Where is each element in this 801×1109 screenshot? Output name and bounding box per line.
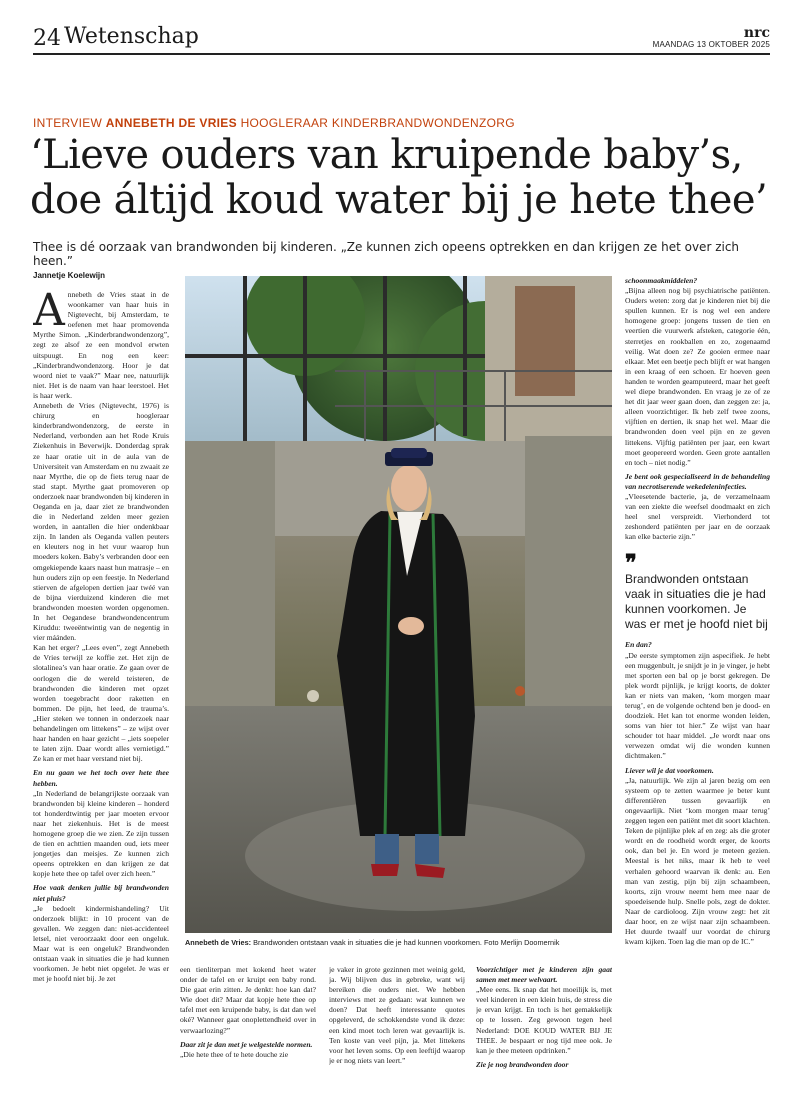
article-paragraph: „Ja, natuurlijk. We zijn al jaren bezig om een systeem op te zetten waarmee je beter kunt differentiëren tussen gevaarlijk en ongevaarlijk. Niet ‘kom morgen maar terug’ zeggen tegen een patiënt met dit soort klachten. Teken de pijnlijke plek af en zeg: als die groter wordt en de roodheid wordt erger, de koorts ook, dan bel je. En word je meteen gezien. Meestal is het niks, maar ik heb te veel verhalen gehoord waarvan ik denk: au. Een man van zestig, pijn bij zijn schaambeen, koorts, zijn vrouw neemt hem mee naar de spoedeisende hulp. Snelle pols, zegt de dokter. Naar de cardioloog. Zijn vrouw zegt: het zit daar hoor, en ze wijst naar zijn schaambeen. Het duurde twaalf uur voordat de chirurg kwam kijken. Toen lag die man op de IC.” bbox=[625, 775, 770, 947]
portrait-photo bbox=[185, 276, 612, 933]
article-paragraph: „Bijna alleen nog bij psychiatrische patiënten. Ouders weten: zorg dat je kinderen niet bij die spullen kunnen. Er is nog wel een andere homogene groep: jongens tussen de tien en veertien die vuurwerk afsteken, categorie één, sterretjes en rookballen en zo, zogenaamd veilig. Wat doen ze? Ze gooien ermee naar elkaar. Met een beetje pech blijft er wat hangen in een kraag of een schoen. Er hoeven geen handen te worden geamputeerd, maar het geeft wel diepe brandwonden. En vraag je ze of ze het dit jaar weer gaan doen, dan zeggen ze: ja, alleen voorzichtiger. Ik heb zelf twee zoons, vijftien en dertien, ik snap het wel. Maar die brandwonden doen veel pijn en ze geven littekens. Vijftig patiënten per jaar, een kwart moet geopereerd worden. Geen grote aantallen en toch – niet nodig.” bbox=[625, 286, 770, 467]
article-paragraph: „De eerste symptomen zijn aspecifiek. Je hebt een muggenbult, je snijdt je in je vinger, je hebt met sporten een bal op je borst gekregen. De plek wordt pijnlijk, je krijgt koorts, de dokter kan er niets van maken, ‘kom morgen maar terug’, en de volgende ochtend ben je dood- en doodziek. Het kan tot enorme wonden leiden, soms van hier tot hier.” Ze wijst van haar schouder tot haar middel. „Je wordt naar ons verwezen omdat wij die wonden kunnen dichtmaken.” bbox=[625, 650, 770, 761]
caption-subject: Annebeth de Vries: bbox=[185, 938, 252, 947]
headline-line-1: ‘Lieve ouders van kruipende baby’s, bbox=[30, 132, 743, 178]
article-paragraph: een tienliterpan met kokend heet water onder de tafel en er kruipt een baby rond. Die gaat erin zitten. Je denkt: hoe kan dat? Wie doet dit? Maar dat kopje hete thee op tafel met een kruipende baby, is dat dan wel oké? Wanneer gaat onoplettendheid over in verwaarlozing?” bbox=[180, 965, 316, 1035]
quote-icon: ❞ bbox=[625, 550, 637, 577]
page-number: 24 bbox=[33, 26, 61, 51]
header-divider bbox=[33, 53, 770, 55]
article-paragraph: „Mee eens. Ik snap dat het moeilijk is, met veel kinderen in een klein huis, de stress die je ervan krijgt. En toch is het gemakkelijk op te lossen. Zeg gewoon tegen heel Nederland: DOE KOUD WATER BIJ JE THEE. Je bespaart er nog tijd mee ook. Je kan je thee meteen opdrinken.” bbox=[476, 985, 612, 1055]
article-column-5 bbox=[625, 276, 770, 1086]
caption-text: Brandwonden ontstaan vaak in situaties die je had kunnen voorkomen. Foto Merlijn Doomernik bbox=[253, 938, 560, 947]
section-title: Wetenschap bbox=[64, 24, 199, 49]
photo-caption bbox=[185, 938, 615, 947]
interview-question: En dan? bbox=[625, 640, 652, 650]
article-paragraph: „In Nederland de belangrijkste oorzaak van brandwonden bij kleine kinderen – honderd tot honderdtwintig per jaar moeten ervoor naar het ziekenhuis. Het is de meest homogene groep die we zien. Ze zijn tussen de tien en achttien maanden oud, iets meer jongetjes dan meisjes. Ze kunnen zich opeens optrekken en dan krijgen ze dat kopje hete thee op tafel over zich heen.” bbox=[33, 788, 169, 879]
article-column-4 bbox=[476, 965, 612, 1085]
interview-question: Hoe vaak denken jullie bij brandwonden niet pluis? bbox=[33, 883, 169, 903]
article-paragraph: „Vleesetende bacterie, ja, de verzamelnaam van een ziekte die weefsel doodmaakt en zich heel snel verspreidt. Vierhonderd tot zeshonderd patiënten per jaar en de oorzaak kan elke bacterie zijn.” bbox=[625, 491, 770, 542]
article-column-2 bbox=[180, 965, 316, 1085]
headline-line-2: doe áltijd koud water bij je hete thee’ bbox=[30, 177, 768, 223]
newspaper-logo: nrc bbox=[743, 25, 770, 41]
interview-question: Liever wil je dat voorkomen. bbox=[625, 765, 714, 775]
article-column-3 bbox=[329, 965, 465, 1085]
headline bbox=[30, 133, 775, 223]
portrait-photo-illustration bbox=[185, 276, 612, 933]
kicker-name: ANNEBETH DE VRIES bbox=[105, 116, 237, 130]
pull-quote bbox=[625, 550, 770, 632]
article-paragraph: je vaker in grote gezinnen met weinig geld, ja. Wij blijven dus in gebreke, want wij bereiken die ouders niet. We hebben interviews met ze gedaan: wat kunnen we doen? Dat heeft interessante quotes opgeleverd, de schokkendste vond ik deze: een kind moet toch leren wat gevaarlijk is. Ten koste van veel pijn, ja. Met littekens voor het leven soms. Op een leeftijd waarop je er nog niets van leert.” bbox=[329, 965, 465, 1065]
article-paragraph: Annebeth de Vries (Nigtevecht, 1976) is chirurg en hoogleraar kinderbrandwondenzorg, de eerste in Nederland, verbonden aan het Rode Kruis Ziekenhuis in Beverwijk. Donderdag sprak ze haar oratie uit in de aula van de Universiteit van Amsterdam en nu zwaait ze naar Myrthe, die op de fiets terug naar de stad stapt. Myrthe gaat promoveren op onderzoek naar brandwonden bij kinderen in Oeganda en ja, daar ziet ze brandwonden die in Nederland zelden meer gezien worden, in aantallen die hier ondenkbaar zijn. In landen als Oeganda vallen peuters en kleuters nog in het vuur waarop hun moeders koken. Baby’s verbranden door een omgekiepende kaars naast hun matrasje – en hun ouders zijn op een feestje. In Nederland stierven de afgelopen dertien jaar twéé van de bijna vierduizend kinderen die met brandwonden moesten worden opgenomen. In het Oegandese brandwondencentrum Kiruddu: tweeëntwintig van de negentig in vier máánden. bbox=[33, 401, 169, 643]
article-paragraph: Annebeth de Vries staat in de woonkamer van haar huis in Nigtevecht, bij Amsterdam, te oefenen met haar promovenda Myrthe Simon. „Kinderbrandwondenzorg”, zegt ze alsof ze een mondvol erwten uitspuugt. En nog een keer: „Kinderbrandwondenzorg. Hoor je dat woord niet te vaak?” Maar nee, natuurlijk niet. Het is de naam van haar leerstoel. Het is haar werk. bbox=[33, 290, 169, 400]
interview-question: Zie je nog brandwonden door bbox=[476, 1059, 569, 1069]
pull-quote-text: Brandwonden ontstaan vaak in situaties die je had kunnen voorkomen. Je was er met je hoofd niet bij bbox=[625, 572, 768, 632]
byline: Jannetje Koelewijn bbox=[33, 271, 106, 280]
interview-question: Daar zit je dan met je welgestelde normen. bbox=[180, 1039, 313, 1049]
article-column-1 bbox=[33, 290, 169, 1085]
kicker-label: INTERVIEW bbox=[33, 116, 103, 130]
article-paragraph: Kan het erger? „Lees even”, zegt Annebeth de Vries terwijl ze koffie zet. Het zijn de slotalinea’s van haar oratie. Ze gaan over de oorlogen die de wereld teisteren, de brandwonden die kinderen met opzet worden toegebracht door raketten en bommen. De pijn, het leed, de trauma’s. „Hier steken we tonnen in onderzoek naar behandelingen om littekens” – ze wijst over haar handen en haar gezicht – „iets soepeler te laten zijn. Daar wordt alles vernietigd.” Ze kan er met haar verstand niet bij. bbox=[33, 643, 169, 764]
dropcap: A bbox=[33, 290, 65, 336]
article-paragraph: „Je bedoelt kindermishandeling? Uit onderzoek blijkt: in 10 procent van de gevallen. We zeggen dan: niet-accidenteel letsel, niet veroorzaakt door een ongeluk. Maar wat is een ongeluk? Brandwonden ontstaan vaak in situaties die je had kunnen voorkomen. Je hebt niet opgelet. Je was er met je hoofd niet bij. Je zet bbox=[33, 903, 169, 984]
issue-date: MAANDAG 13 OKTOBER 2025 bbox=[652, 40, 770, 49]
interview-question: En nu gaan we het toch over hete thee hebben. bbox=[33, 768, 169, 788]
interview-question: schoonmaakmiddelen? bbox=[625, 276, 698, 285]
article-paragraph: „Die hete thee of te hete douche zie bbox=[180, 1049, 289, 1059]
interview-question: Voorzichtiger met je kinderen zijn gaat samen met meer welvaart. bbox=[476, 965, 612, 985]
standfirst: Thee is dé oorzaak van brandwonden bij kinderen. „Ze kunnen zich opeens optrekken en dan krijgen ze het over zich heen.” bbox=[33, 240, 740, 268]
kicker bbox=[33, 116, 515, 130]
interview-question: Je bent ook gespecialiseerd in de behandeling van necrotiserende wekedeleninfecties. bbox=[625, 471, 770, 491]
kicker-role: HOOGLERAAR KINDERBRANDWONDENZORG bbox=[240, 116, 515, 130]
